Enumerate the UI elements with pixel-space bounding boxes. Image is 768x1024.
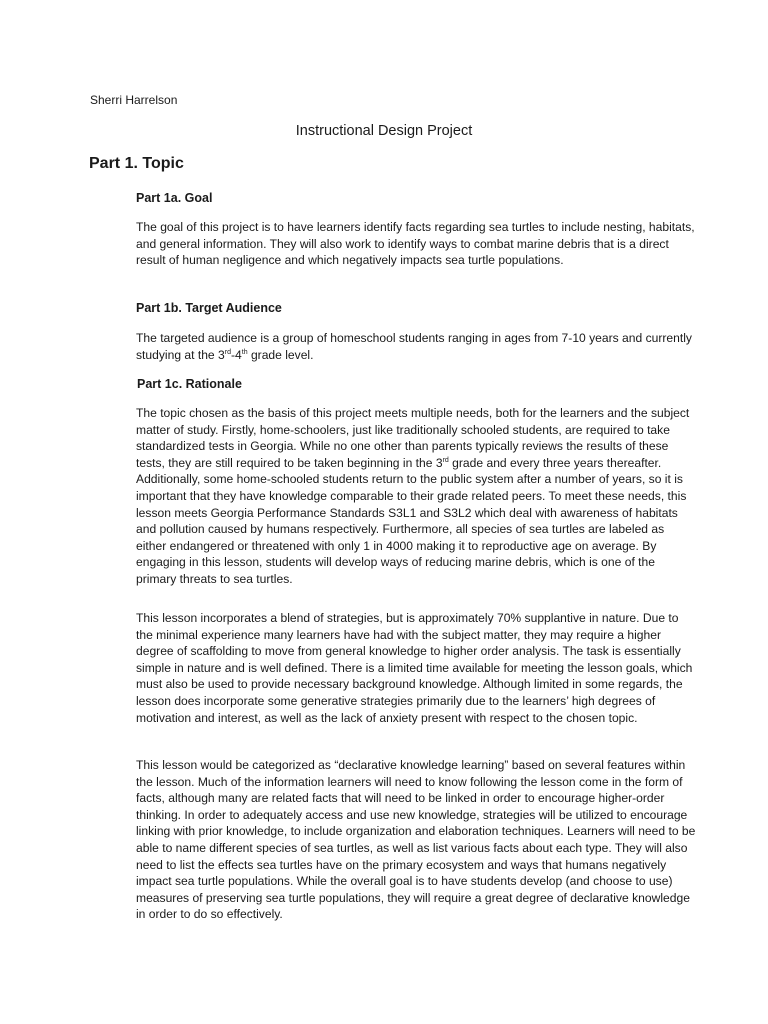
audience-sup-rd: rd <box>224 348 231 356</box>
audience-text-before: The targeted audience is a group of homeschool students ranging in ages from 7-10 years and currently studying at the 3 <box>136 331 692 362</box>
rationale-paragraph-1 <box>136 405 696 588</box>
audience-paragraph <box>136 330 696 363</box>
part1-heading: Part 1. Topic <box>89 155 184 172</box>
rationale-p1-after: grade and every three years thereafter. Additionally, some home-schooled students return to the public system after a number of years, so it is important that they have knowledge comparable to their grade related peers. To meet these needs, this lesson meets Georgia Performance Standards S3L1 and S3L2 which deal with awareness of habitats and pollution caused by humans respectively. Furthermore, all species of sea turtles are labeled as either endangered or threatened with only 1 in 4000 making it to reproductive age on average. By engaging in this lesson, students will develop ways of reducing marine debris, which is one of the primary threats to sea turtles. <box>136 455 687 586</box>
rationale-section-heading <box>137 376 697 392</box>
rationale-paragraph-3: This lesson would be categorized as “declarative knowledge learning” based on several features within the lesson. Much of the information learners will need to know following the lesson come in the form of facts, although many are related facts that will need to be linked in order to encourage higher-order thinking. In order to adequately access and use new knowledge, strategies will be utilized to encourage linking with prior knowledge, to include organization and elaboration techniques. Learners will need to be able to name different species of sea turtles, as well as list various facts about each type. They will also need to list the effects sea turtles have on the primary ecosystem and ways that humans negatively impact sea turtle populations. While the overall goal is to have students develop (and choose to use) measures of preserving sea turtle populations, they will require a great degree of declarative knowledge in order to do so effectively. <box>136 758 696 922</box>
rationale-section-3 <box>136 757 696 923</box>
audience-section <box>136 330 696 363</box>
document-title: Instructional Design Project <box>295 123 473 139</box>
rationale-section-1 <box>136 405 696 588</box>
goal-section-heading <box>136 190 696 206</box>
rationale-section-2 <box>136 610 696 726</box>
goal-heading: Part 1a. Goal <box>136 191 213 205</box>
rationale-heading: Part 1c. Rationale <box>137 377 242 391</box>
rationale-p1-before: The topic chosen as the basis of this project meets multiple needs, both for the learners and the subject matter of study. Firstly, home-schoolers, just like traditionally schooled students, are required to take standardized tests in Georgia. While no one other than parents typically reviews the results of these tests, they are still required to be taken beginning in the 3 <box>136 406 690 470</box>
audience-section-heading <box>136 300 696 316</box>
audience-text-mid: -4 <box>230 347 242 362</box>
goal-section <box>136 219 696 269</box>
rationale-paragraph-2: This lesson incorporates a blend of strategies, but is approximately 70% supplantive in nature. Due to the minimal experience many learners have had with the subject matter, they may require a higher degree of scaffolding to move from general knowledge to higher order analysis. The task is essentially simple in nature and is well defined. There is a limited time available for meeting the lesson goals, which must also be used to provide necessary background knowledge. Although limited in some regards, the lesson does incorporate some generative strategies primarily due to the learners’ high degrees of motivation and interest, as well as the lack of anxiety present with respect to the chosen topic. <box>136 611 693 725</box>
goal-paragraph: The goal of this project is to have learners identify facts regarding sea turtles to include nesting, habitats, and general information. They will also work to identify ways to combat marine debris that is a direct result of human negligence and which negatively impacts sea turtle populations. <box>136 220 695 268</box>
author-name: Sherri Harrelson <box>90 93 178 107</box>
audience-heading: Part 1b. Target Audience <box>136 301 282 315</box>
audience-text-after: grade level. <box>247 347 314 362</box>
audience-sup-th: th <box>241 348 248 356</box>
rationale-p1-sup: rd <box>442 456 449 464</box>
